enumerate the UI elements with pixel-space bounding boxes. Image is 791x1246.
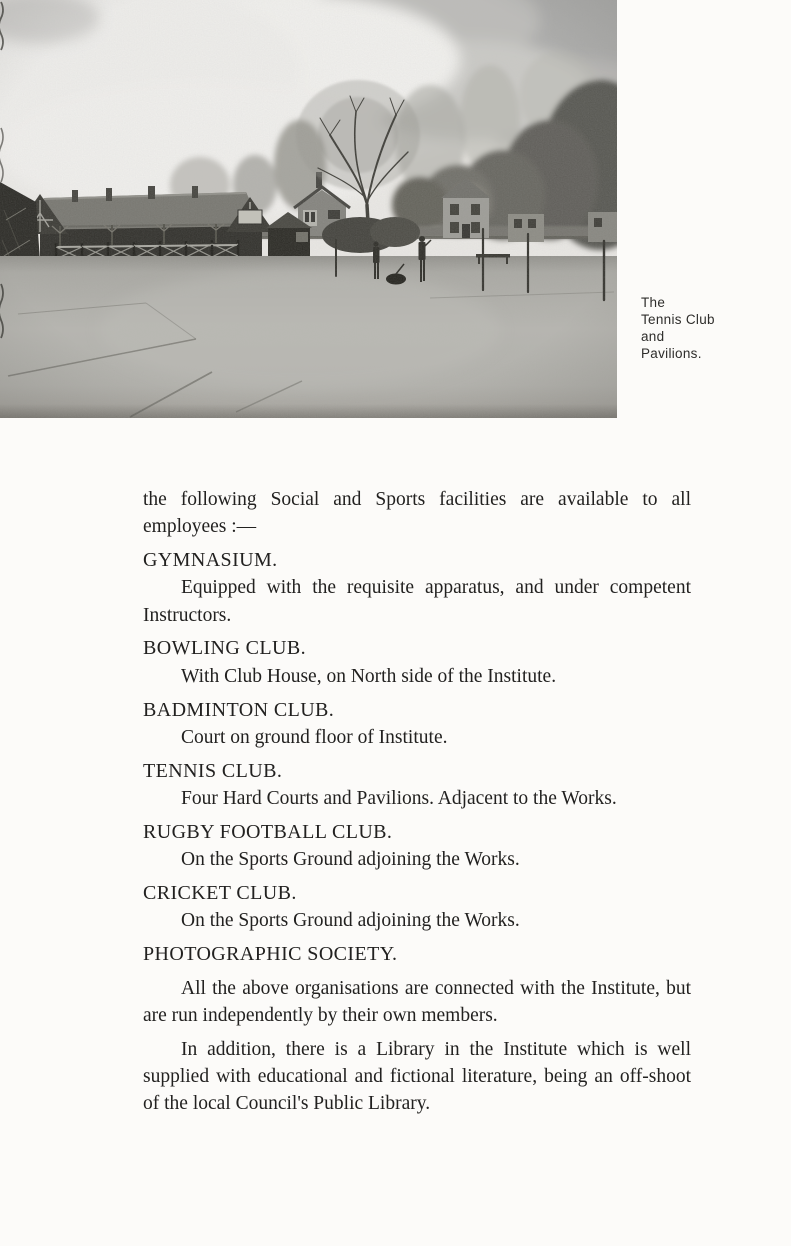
facility-heading-tennis-club: TENNIS CLUB. xyxy=(143,759,283,782)
facility-heading-cricket-club: CRICKET CLUB. xyxy=(143,881,297,904)
facility-body-badminton-club: Court on ground floor of Institute. xyxy=(181,726,448,748)
facility-body-gymnasium: Equipped with the requisite apparatus, and under competent Instructors. xyxy=(143,577,691,626)
facility-body-tennis-club: Four Hard Courts and Pavilions. Adjacent to the Works. xyxy=(181,787,617,809)
facility-heading-badminton-club: BADMINTON CLUB. xyxy=(143,698,335,721)
facility-heading-bowling-club: BOWLING CLUB. xyxy=(143,637,306,660)
caption-line: The xyxy=(641,295,666,310)
facility-body-bowling-club: With Club House, on North side of the Institute. xyxy=(181,665,557,687)
tennis-club-photo xyxy=(0,0,617,418)
tennis-club-photo-svg xyxy=(0,0,617,418)
caption-line: Tennis Club xyxy=(641,312,715,327)
facility-body-cricket-club: On the Sports Ground adjoining the Works. xyxy=(181,910,520,932)
intro-paragraph: the following Social and Sports facilities are available to all employees :— xyxy=(143,489,691,538)
closing-paragraph-organisations: All the above organisations are connected with the Institute, but are run independently by their own members. xyxy=(143,977,691,1027)
facility-heading-gymnasium: GYMNASIUM. xyxy=(143,549,278,572)
closing-paragraph-library: In addition, there is a Library in the Institute which is well supplied with educational and fictional literature, being an off-shoot of the local Council's Public Library. xyxy=(143,1038,691,1115)
facility-body-rugby-football-club: On the Sports Ground adjoining the Works. xyxy=(181,849,520,871)
facility-heading-photographic-society: PHOTOGRAPHIC SOCIETY. xyxy=(143,942,398,965)
facilities-text-block xyxy=(143,486,691,1118)
caption-line: Pavilions. xyxy=(641,346,702,361)
photo-vignette xyxy=(0,0,617,418)
caption-line: and xyxy=(641,329,665,344)
facility-heading-rugby-football-club: RUGBY FOOTBALL CLUB. xyxy=(143,820,393,843)
photo-caption xyxy=(641,294,771,362)
